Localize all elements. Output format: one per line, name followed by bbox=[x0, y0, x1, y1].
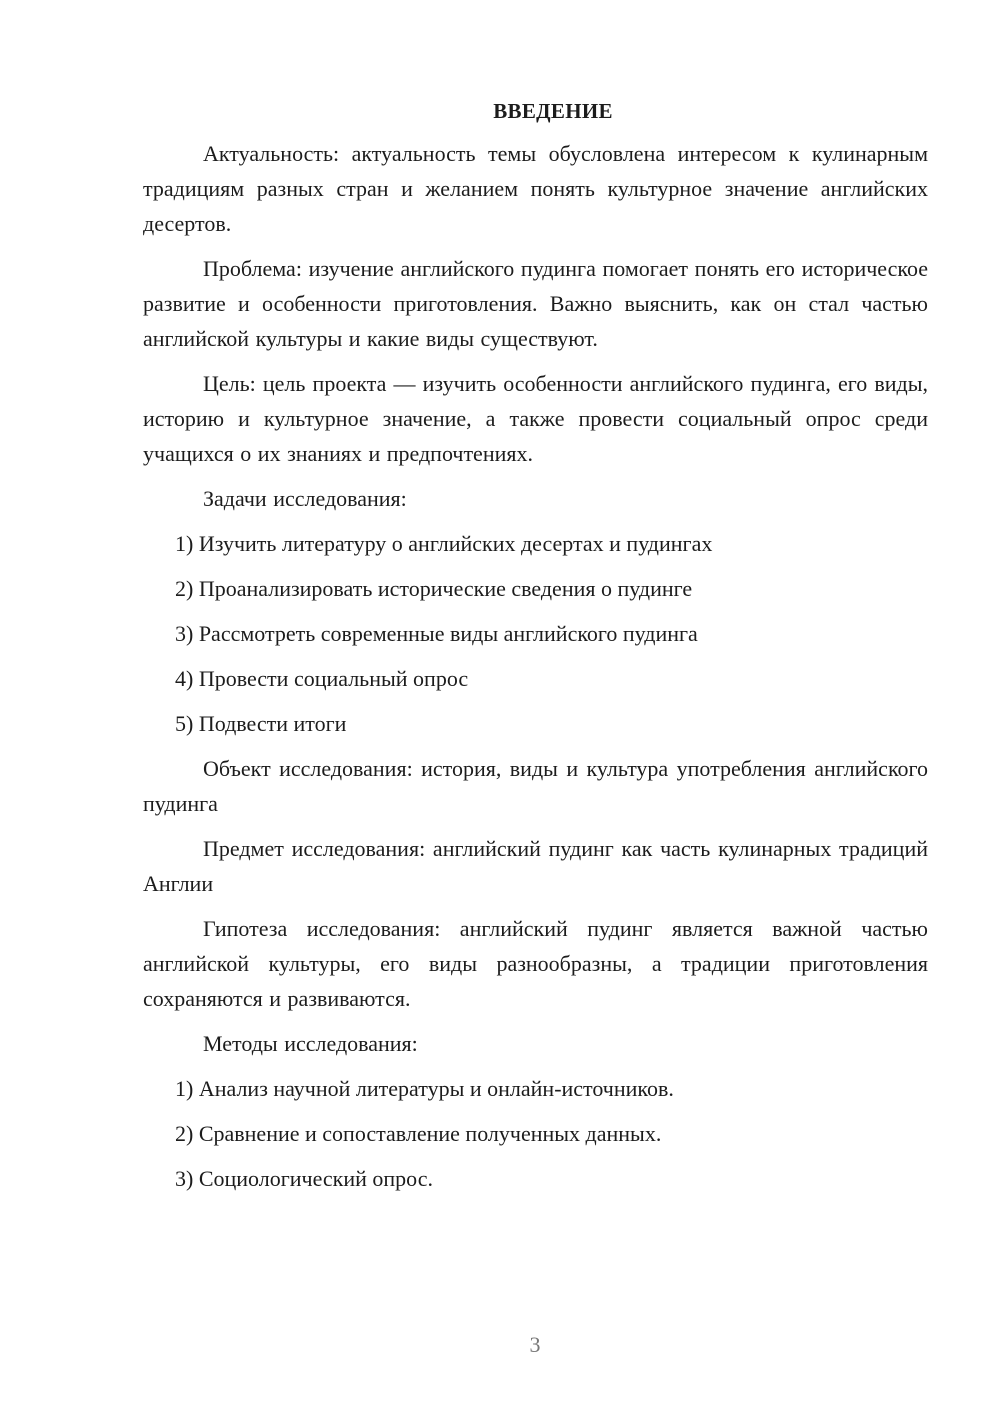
tasks-heading: Задачи исследования: bbox=[203, 486, 407, 511]
list-item: 2) Проанализировать исторические сведения о пудинге bbox=[175, 576, 693, 601]
list-item: 1) Анализ научной литературы и онлайн-источников. bbox=[175, 1076, 674, 1101]
paragraph-goal: Цель: цель проекта — изучить особенности английского пудинга, его виды, историю и культурное значение, а также провести социальный опрос среди учащихся о их знаниях и предпочтениях. bbox=[143, 371, 928, 466]
list-item: 2) Сравнение и сопоставление полученных данных. bbox=[175, 1121, 662, 1146]
paragraph-object: Объект исследования: история, виды и культура употребления английского пудинга bbox=[143, 756, 928, 816]
list-item: 1) Изучить литературу о английских десертах и пудингах bbox=[175, 531, 713, 556]
list-item: 3) Социологический опрос. bbox=[175, 1166, 433, 1191]
list-item: 4) Провести социальный опрос bbox=[175, 666, 469, 691]
paragraph-hypothesis: Гипотеза исследования: английский пудинг является важной частью английской культуры, его виды разнообразны, а традиции приготовления сохраняются и развиваются. bbox=[143, 916, 928, 1011]
page-number: 3 bbox=[529, 1332, 541, 1357]
tasks-list bbox=[143, 526, 928, 741]
list-item: 5) Подвести итоги bbox=[175, 711, 347, 736]
paragraph-relevance: Актуальность: актуальность темы обусловлена интересом к кулинарным традициям разных стран и желанием понять культурное значение английских десертов. bbox=[143, 141, 928, 236]
methods-heading: Методы исследования: bbox=[203, 1031, 418, 1056]
methods-list bbox=[143, 1071, 928, 1196]
page-title: ВВЕДЕНИЕ bbox=[493, 99, 613, 123]
page-content bbox=[143, 96, 928, 1206]
paragraph-subject: Предмет исследования: английский пудинг как часть кулинарных традиций Англии bbox=[143, 836, 928, 896]
list-item: 3) Рассмотреть современные виды английского пудинга bbox=[175, 621, 698, 646]
paragraph-problem: Проблема: изучение английского пудинга помогает понять его историческое развитие и особенности приготовления. Важно выяснить, как он стал частью английской культуры и какие виды существуют. bbox=[143, 256, 928, 351]
